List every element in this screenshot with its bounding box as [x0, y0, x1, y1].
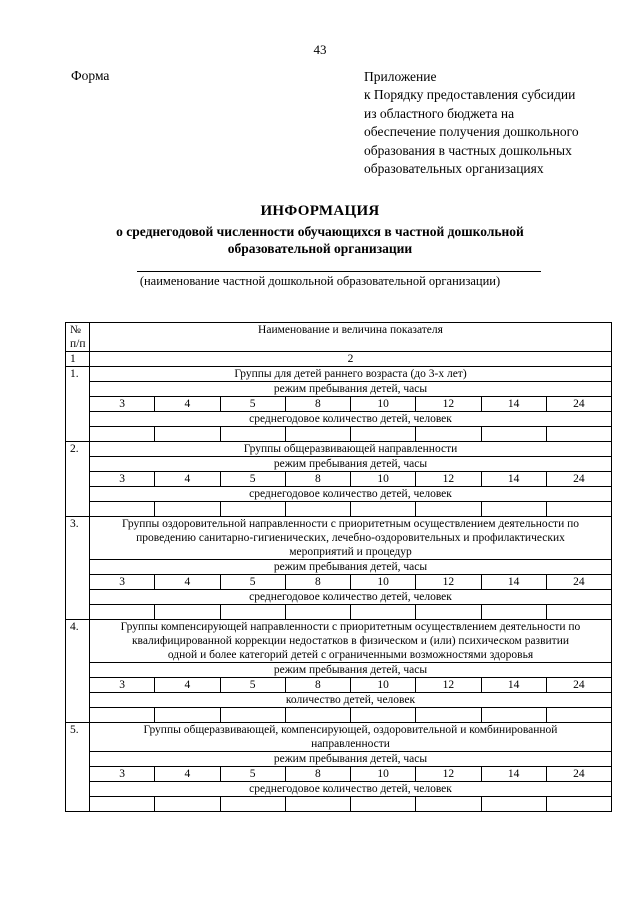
hours-cell: 3: [90, 472, 155, 487]
blank: [66, 502, 612, 517]
value-input-cell: [416, 708, 481, 723]
count-label-row: [66, 412, 612, 427]
value-input-cell: [155, 427, 220, 442]
hours-row: [66, 472, 612, 487]
mode-row: [66, 560, 612, 575]
count-label-row: [66, 693, 612, 708]
mode-row: [66, 382, 612, 397]
count-label-row: [66, 590, 612, 605]
blank: [66, 427, 612, 442]
hours-cell: 14: [481, 767, 546, 782]
value-input-cell: [285, 502, 350, 517]
column-number-2: 2: [90, 352, 612, 367]
blank: [66, 605, 612, 620]
header-num-line: №: [70, 324, 81, 336]
info-table: [65, 322, 612, 812]
header-name-cell: Наименование и величина показателя: [90, 323, 612, 352]
hours-cell: 12: [416, 678, 481, 693]
table-header-row: [66, 323, 612, 352]
value-input-cell: [90, 797, 155, 812]
value-input-cell: [285, 708, 350, 723]
document-title: ИНФОРМАЦИЯ: [260, 203, 380, 219]
section-title-line: Группы для детей раннего возраста (до 3-х лет): [234, 368, 467, 380]
section-number: 1.: [66, 367, 90, 442]
value-input-cell: [220, 605, 285, 620]
column-number-row: [66, 352, 612, 367]
value-input-cell: [220, 427, 285, 442]
mode-row: [66, 663, 612, 678]
value-input-cell: [481, 502, 546, 517]
count-label: среднегодовое количество детей, человек: [90, 782, 612, 797]
mode-label: режим пребывания детей, часы: [90, 560, 612, 575]
value-input-cell: [481, 708, 546, 723]
hours-row: [66, 678, 612, 693]
section-title-line: Группы компенсирующей направленности с приоритетным осуществлением деятельности по: [120, 621, 581, 633]
value-input-cell: [481, 427, 546, 442]
hours-cell: 5: [220, 472, 285, 487]
hours-cell: 8: [285, 767, 350, 782]
appendix-line: к Порядку предоставления субсидии: [364, 87, 576, 103]
column-number-1: 1: [66, 352, 90, 367]
hours-cell: 4: [155, 678, 220, 693]
section-title: [90, 367, 612, 382]
mode-label: режим пребывания детей, часы: [90, 382, 612, 397]
value-input-cell: [416, 427, 481, 442]
hours-cell: 12: [416, 472, 481, 487]
value-input-cell: [90, 605, 155, 620]
count-label-row: [66, 487, 612, 502]
hours-cell: 5: [220, 575, 285, 590]
value-input-cell: [416, 605, 481, 620]
appendix-block: [364, 68, 624, 178]
hours-cell: 10: [351, 575, 416, 590]
value-input-cell: [220, 797, 285, 812]
count-label: среднегодовое количество детей, человек: [90, 487, 612, 502]
value-input-cell: [351, 708, 416, 723]
value-input-cell: [546, 605, 611, 620]
section-number: 5.: [66, 723, 90, 812]
hours-cell: 8: [285, 472, 350, 487]
hours-cell: 10: [351, 767, 416, 782]
value-input-cell: [90, 502, 155, 517]
hours-cell: 3: [90, 397, 155, 412]
value-input-cell: [220, 708, 285, 723]
page-number: 43: [313, 42, 327, 57]
hours-cell: 14: [481, 575, 546, 590]
value-input-cell: [220, 502, 285, 517]
section-title: [90, 517, 612, 560]
hours-row: [66, 397, 612, 412]
hours-row: [66, 575, 612, 590]
hours-cell: 24: [546, 472, 611, 487]
org-name-caption: (наименование частной дошкольной образовательной организации): [139, 274, 501, 288]
header-number-cell: [66, 323, 90, 352]
hours-cell: 10: [351, 472, 416, 487]
count-label: среднегодовое количество детей, человек: [90, 590, 612, 605]
section-title-line: Группы общеразвивающей направленности: [243, 443, 458, 455]
value-input-cell: [90, 427, 155, 442]
section-number: 3.: [66, 517, 90, 620]
value-input-cell: [90, 708, 155, 723]
header-num-line: п/п: [70, 338, 86, 350]
hours-cell: 12: [416, 767, 481, 782]
hours-cell: 8: [285, 397, 350, 412]
subtitle-line: о среднегодовой численности обучающихся в частной дошкольной: [116, 224, 524, 239]
appendix-line: Приложение: [364, 69, 437, 84]
appendix-line: образования в частных дошкольных: [364, 142, 572, 158]
hours-cell: 12: [416, 575, 481, 590]
value-input-cell: [416, 502, 481, 517]
value-input-cell: [546, 502, 611, 517]
value-input-cell: [351, 502, 416, 517]
section-number: 2.: [66, 442, 90, 517]
hours-cell: 14: [481, 472, 546, 487]
section-title-line: квалифицированной коррекции недостатков в физическом и (или) психическом развитии: [131, 635, 570, 647]
section-title-row: [66, 517, 612, 560]
document-subtitle: [80, 223, 560, 257]
mode-row: [66, 457, 612, 472]
count-label: количество детей, человек: [90, 693, 612, 708]
count-label-row: [66, 782, 612, 797]
section-title-row: [66, 442, 612, 457]
value-input-cell: [285, 797, 350, 812]
section-title-row: [66, 367, 612, 382]
hours-cell: 14: [481, 397, 546, 412]
value-input-cell: [351, 427, 416, 442]
hours-cell: 5: [220, 678, 285, 693]
section-title-line: направленности: [311, 738, 390, 750]
mode-label: режим пребывания детей, часы: [90, 663, 612, 678]
mode-label: режим пребывания детей, часы: [90, 752, 612, 767]
section-title-line: мероприятий и процедур: [289, 546, 412, 558]
count-label: среднегодовое количество детей, человек: [90, 412, 612, 427]
hours-cell: 5: [220, 397, 285, 412]
hours-cell: 3: [90, 575, 155, 590]
value-input-cell: [546, 427, 611, 442]
hours-cell: 8: [285, 678, 350, 693]
subtitle-line: образовательной организации: [227, 241, 413, 256]
hours-cell: 4: [155, 472, 220, 487]
blank: [66, 708, 612, 723]
hours-cell: 24: [546, 678, 611, 693]
value-input-cell: [416, 797, 481, 812]
value-input-cell: [285, 427, 350, 442]
section-title-line: Группы оздоровительной направленности с приоритетным осуществлением деятельности по: [121, 518, 580, 530]
appendix-line: из областного бюджета на: [364, 105, 515, 121]
section-title: [90, 620, 612, 663]
value-input-cell: [155, 708, 220, 723]
value-input-cell: [285, 605, 350, 620]
hours-cell: 12: [416, 397, 481, 412]
section-title-line: Группы общеразвивающей, компенсирующей, оздоровительной и комбинированной: [143, 724, 558, 736]
hours-cell: 24: [546, 575, 611, 590]
mode-row: [66, 752, 612, 767]
section-title: [90, 723, 612, 752]
hours-cell: 3: [90, 678, 155, 693]
hours-cell: 24: [546, 397, 611, 412]
section-title-line: одной и более категорий детей с ограниченными возможностями здоровья: [167, 649, 534, 661]
section-title-row: [66, 620, 612, 663]
hours-cell: 4: [155, 767, 220, 782]
section-title-row: [66, 723, 612, 752]
hours-cell: 10: [351, 397, 416, 412]
appendix-line: образовательных организациях: [364, 161, 544, 177]
hours-cell: 24: [546, 767, 611, 782]
section-title: [90, 442, 612, 457]
value-input-cell: [155, 797, 220, 812]
value-input-cell: [351, 605, 416, 620]
value-input-cell: [481, 605, 546, 620]
section-title-line: проведению санитарно-гигиенических, лечебно-оздоровительных и профилактических: [136, 532, 565, 544]
hours-cell: 8: [285, 575, 350, 590]
value-input-cell: [546, 797, 611, 812]
value-input-cell: [155, 502, 220, 517]
org-name-line: [137, 271, 541, 272]
hours-cell: 5: [220, 767, 285, 782]
appendix-line: обеспечение получения дошкольного: [364, 124, 579, 140]
hours-row: [66, 767, 612, 782]
value-input-cell: [351, 797, 416, 812]
value-input-cell: [546, 708, 611, 723]
hours-cell: 4: [155, 575, 220, 590]
value-input-cell: [481, 797, 546, 812]
hours-cell: 4: [155, 397, 220, 412]
blank: [66, 797, 612, 812]
form-label: Форма: [71, 68, 110, 83]
value-input-cell: [155, 605, 220, 620]
mode-label: режим пребывания детей, часы: [90, 457, 612, 472]
hours-cell: 14: [481, 678, 546, 693]
section-number: 4.: [66, 620, 90, 723]
hours-cell: 3: [90, 767, 155, 782]
hours-cell: 10: [351, 678, 416, 693]
